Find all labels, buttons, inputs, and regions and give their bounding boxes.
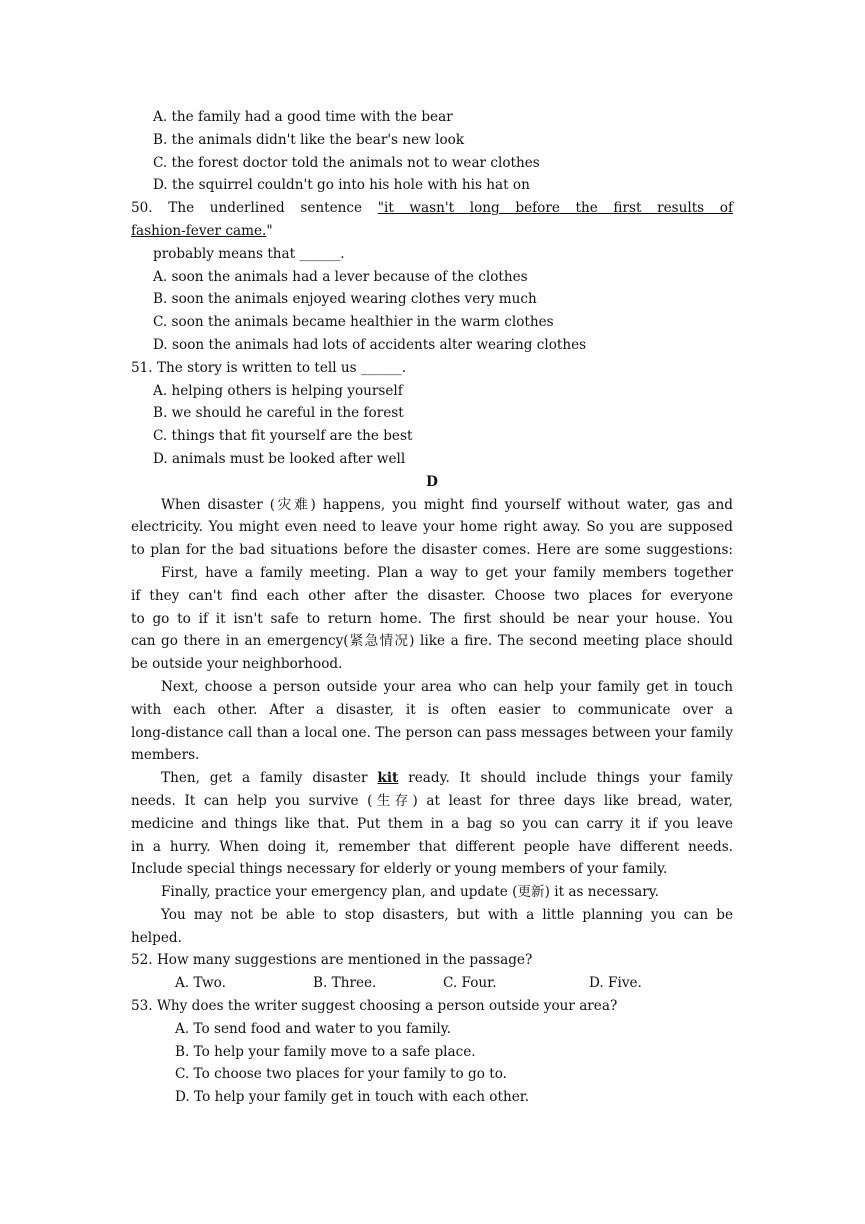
q50-underlined-quote: "it wasn't long before the first results of [377,200,733,217]
q49-option-d: D. the squirrel couldn't go into his hole with his hat on [153,177,530,194]
q50-option-a: A. soon the animals had a lever because of the clothes [153,268,528,285]
passage-p1-line: electricity. You might even need to leave your home right away. So you are supposed [131,519,733,536]
passage-p4-line: Include special things necessary for elderly or young members of your family. [131,861,668,878]
q50-prefix: 50. The underlined sentence [131,200,378,217]
q53-stem: 53. Why does the writer suggest choosing a person outside your area? [131,998,618,1015]
q52-option-d: D. Five. [589,975,642,992]
q50-stem-line2 [131,220,733,243]
q51-option-b: B. we should he careful in the forest [153,405,404,422]
passage-p3-line: members. [131,747,200,764]
passage-p4-line: medicine and things like that. Put them in a bag so you can carry it if you leave [131,815,733,832]
q49-option-b: B. the animals didn't like the bear's new look [153,131,465,148]
q51-stem: 51. The story is written to tell us ______. [131,359,407,376]
q52-option-b: B. Three. [313,975,377,992]
passage-p1-line: When disaster (灾难) happens, you might find yourself without water, gas and [161,496,733,513]
q53-option-b: B. To help your family move to a safe place. [175,1043,476,1060]
q53-option-c: C. To choose two places for your family to go to. [175,1066,507,1083]
q49-option-a: A. the family had a good time with the bear [153,109,453,125]
q51-option-a: A. helping others is helping yourself [153,382,403,399]
q53-option-d: D. To help your family get in touch with each other. [175,1089,530,1106]
passage-p4-line [131,767,733,790]
q52-options [131,972,733,995]
q51-option-c: C. things that fit yourself are the best [153,428,413,445]
passage-p3-line: long-distance call than a local one. The person can pass messages between your family [131,724,733,741]
q51-option-d: D. animals must be looked after well [153,450,406,467]
q52-stem: 52. How many suggestions are mentioned in the passage? [131,952,533,969]
q50-quote-close: " [266,222,273,239]
q50-stem: probably means that ______. [153,245,345,262]
q53-option-a: A. To send food and water to you family. [175,1020,451,1037]
passage-p4-text: Then, get a family disaster [161,770,378,787]
document-page [131,106,733,1109]
passage-p6-line: helped. [131,929,182,946]
q50-option-b: B. soon the animals enjoyed wearing clothes very much [153,291,537,308]
passage-p2-line: can go there in an emergency(紧急情况) like a fire. The second meeting place should [131,633,733,650]
passage-p4-text: ready. It should include things your family [398,770,733,787]
passage-p2-line: if they can't find each other after the disaster. Choose two places for everyone [131,587,733,604]
passage-p2-line: be outside your neighborhood. [131,656,343,673]
q49-option-c: C. the forest doctor told the animals not to wear clothes [153,154,540,171]
passage-p3-line: Next, choose a person outside your area who can help your family get in touch [161,678,733,695]
passage-p1-line: to plan for the bad situations before the disaster comes. Here are some suggestions: [131,542,733,559]
q50-underlined-quote-end: fashion-fever came. [131,222,267,239]
q50-option-d: D. soon the animals had lots of accidents alter wearing clothes [153,336,587,353]
passage-p2-line: to go to if it isn't safe to return home. The first should be near your house. You [131,610,733,627]
section-title: D [426,473,438,490]
passage-p6-line: You may not be able to stop disasters, but with a little planning you can be [161,906,733,923]
q50-stem-line1 [131,197,733,220]
q50-option-c: C. soon the animals became healthier in the warm clothes [153,314,554,331]
passage-p4-line: needs. It can help you survive (生存) at least for three days like bread, water, [131,792,733,809]
passage-p5-line: Finally, practice your emergency plan, and update (更新) it as necessary. [161,884,659,901]
passage-p3-line: with each other. After a disaster, it is often easier to communicate over a [131,701,733,718]
passage-p2-line: First, have a family meeting. Plan a way to get your family members together [161,564,733,581]
underlined-word-kit: kit [377,770,399,787]
passage-p4-line: in a hurry. When doing it, remember that different people have different needs. [131,838,733,855]
q52-option-c: C. Four. [443,975,497,992]
q52-option-a: A. Two. [175,975,226,992]
